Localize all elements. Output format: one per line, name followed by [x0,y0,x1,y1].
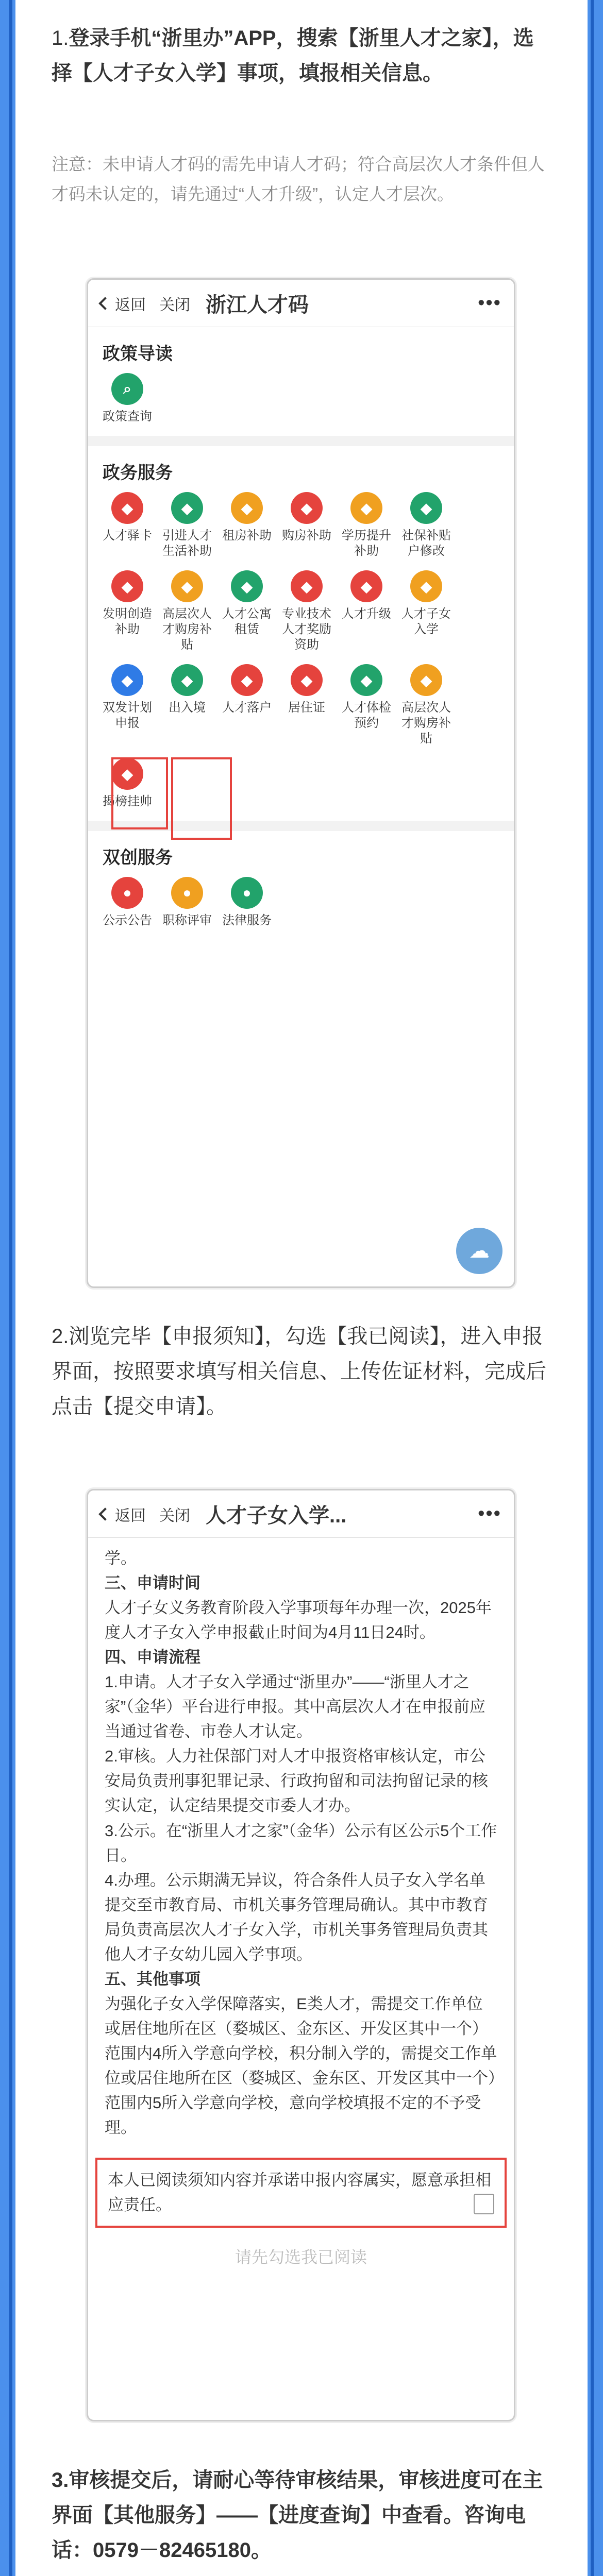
service-icon: ◆ [410,664,442,696]
agree-checkbox[interactable] [474,2194,494,2214]
step2-text: 2.浏览完毕【申报须知】，勾选【我已阅读】，进入申报界面，按照要求填写相关信息、上传佐证材料，完成后点击【提交申请】。 [52,1325,546,1418]
screen1-header [88,280,514,327]
notice-paragraph: 为强化子女入学保障落实，E类人才，需提交工作单位或居住地所在区（婺城区、金东区、开发区其中一个）范围内4所入学意向学校，积分制入学的，需提交工作单位或居住地所在区（婺城区、金东区、开发区其中一个）范围内5所入学意向学校，意向学校填报不定的不予受理。 [105,1994,497,2137]
service-item[interactable] [97,492,157,559]
policy-query-icon: ⌕ [111,373,143,405]
service-icon: ◆ [291,664,323,696]
dual-label: 公示公告 [103,913,152,927]
screen2-phone [87,1489,515,2421]
service-label: 发明创造补助 [103,607,152,636]
service-label: 人才公寓租赁 [222,607,272,636]
service-icon: ◆ [171,664,203,696]
service-icon: ◆ [111,570,143,602]
service-label: 双发计划申报 [103,701,152,730]
screen-title: 人才子女入学... [206,1504,347,1527]
service-icon: ◆ [410,492,442,524]
service-label: 引进人才生活补助 [162,529,212,558]
service-icon: ◆ [111,664,143,696]
dual-item[interactable] [217,877,277,928]
back-button[interactable] [100,1503,146,1526]
chevron-left-icon [98,1507,111,1520]
service-label: 居住证 [288,701,325,715]
service-icon: ◆ [410,570,442,602]
notice-paragraph: 1.申请。人才子女入学通过“浙里办”——“浙里人才之家”（金华）平台进行申报。其中高层次人才在申报前应当通过省卷、市卷人才认定。 [105,1673,485,1741]
dual-label: 法律服务 [222,913,272,927]
close-button[interactable]: 关闭 [159,1507,190,1524]
back-label: 返回 [115,296,146,314]
step1-body: 登录手机“浙里办”APP，搜索【浙里人才之家】，选择【人才子女入学】事项，填报相关信息。 [52,27,534,84]
service-label: 人才体检预约 [342,701,391,730]
service-label: 人才升级 [342,607,391,621]
highlight-child-school [171,757,232,840]
screen2-header [88,1490,514,1538]
service-item[interactable] [277,492,337,559]
service-icon: ◆ [111,758,143,790]
service-icon: ◆ [350,570,382,602]
notice-paragraph: 学。 [105,1549,137,1567]
service-label: 揭榜挂帅 [103,794,152,808]
back-label: 返回 [115,1507,146,1524]
service-icon: ◆ [350,664,382,696]
chevron-left-icon [98,297,111,310]
more-menu-icon[interactable]: ••• [478,292,501,314]
service-icon: ◆ [350,492,382,524]
service-icon: ◆ [231,492,263,524]
service-item[interactable] [277,664,337,747]
dual-icon: ● [231,877,263,909]
step3-text [52,2463,551,2568]
step1-note: 注意：未申请人才码的需先申请人才码；符合高层次人才条件但人才码未认定的，请先通过“人才升级”，认定人才层次。 [52,155,545,204]
service-item[interactable] [217,664,277,747]
service-label: 人才子女入学 [401,607,451,636]
service-icon: ◆ [291,570,323,602]
notice-heading: 四、申请流程 [105,1648,200,1667]
step1-text [52,21,551,91]
guide-page [15,0,588,2576]
service-item[interactable] [337,664,396,747]
service-item[interactable] [157,492,217,559]
service-icon: ◆ [171,570,203,602]
notice-paragraph: 2.审核。人力社保部门对人才申报资格审核认定，市公安局负责刑事犯罪记录、行政拘留和司法拘留记录的核实认定，认定结果提交市委人才办。 [105,1747,488,1815]
step3-body: 3.审核提交后，请耐心等待审核结果，审核进度可在主界面【其他服务】——【进度查询】中查看。咨询电话：0579－82465180。 [52,2469,543,2562]
service-item[interactable] [217,492,277,559]
step1-num: 1. [52,27,69,49]
gov-section-title: 政务服务 [103,463,173,483]
service-label: 出入境 [169,701,206,715]
dual-icon: ● [171,877,203,909]
service-item[interactable] [97,664,157,747]
service-item[interactable] [337,492,396,559]
service-item[interactable] [396,664,456,747]
service-item[interactable] [97,570,157,653]
back-button[interactable] [100,292,146,315]
read-confirm-button[interactable]: 请先勾选我已阅读 [234,2248,367,2267]
more-menu-icon[interactable]: ••• [478,1503,501,1524]
service-icon: ◆ [171,492,203,524]
service-item[interactable] [157,570,217,653]
dual-section-title: 双创服务 [103,848,173,868]
screen-title: 浙江人才码 [206,294,309,316]
notice-paragraph: 人才子女义务教育阶段入学事项每年办理一次，2025年度人才子女入学申报截止时间为4月11日24时。 [105,1599,492,1642]
service-item[interactable] [157,664,217,747]
dual-grid [88,877,514,940]
service-label: 社保补贴户修改 [401,529,451,558]
highlight-upgrade [111,757,168,829]
service-icon: ◆ [231,664,263,696]
notice-paragraph: 4.办理。公示期满无异议，符合条件人员子女入学名单提交至市教育局、市机关事务管理局确认。其中市教育局负责高层次人才子女入学，市机关事务管理局负责其他人才子女幼儿园入学事项。 [105,1871,488,1963]
service-item[interactable] [337,570,396,653]
service-label: 专业技术人才奖励资助 [282,607,331,652]
service-item[interactable] [396,492,456,559]
notice-heading: 三、申请时间 [105,1574,200,1592]
service-icon: ◆ [231,570,263,602]
service-label: 人才落户 [222,701,272,715]
policy-grid [88,373,514,436]
service-item[interactable] [396,570,456,653]
floating-assistant-icon[interactable]: ☁ [456,1228,502,1274]
service-label: 高层次人才购房补贴 [401,701,451,745]
dual-icon: ● [111,877,143,909]
service-icon: ◆ [111,492,143,524]
notice-body [88,1538,514,2148]
service-label: 人才驿卡 [103,529,152,543]
policy-section-title: 政策导读 [103,344,173,364]
section-divider [88,436,514,446]
service-icon: ◆ [291,492,323,524]
service-item[interactable] [217,570,277,653]
policy-query-item[interactable] [97,373,157,425]
service-label: 学历提升补助 [342,529,391,558]
service-label: 租房补助 [222,529,272,543]
service-label: 高层次人才购房补贴 [162,607,212,652]
dual-item[interactable] [97,877,157,928]
dual-item[interactable] [157,877,217,928]
notice-heading: 五、其他事项 [105,1970,200,1988]
policy-query-label: 政策查询 [103,410,152,423]
service-label: 购房补助 [282,529,331,543]
notice-paragraph: 3.公示。在“浙里人才之家”（金华）公示有区公示5个工作日。 [105,1821,497,1865]
service-item[interactable] [277,570,337,653]
agree-box [95,2158,507,2228]
dual-label: 职称评审 [162,913,212,927]
close-button[interactable]: 关闭 [159,296,190,314]
agree-text: 本人已阅读须知内容并承诺申报内容属实，愿意承担相应责任。 [108,2171,491,2214]
